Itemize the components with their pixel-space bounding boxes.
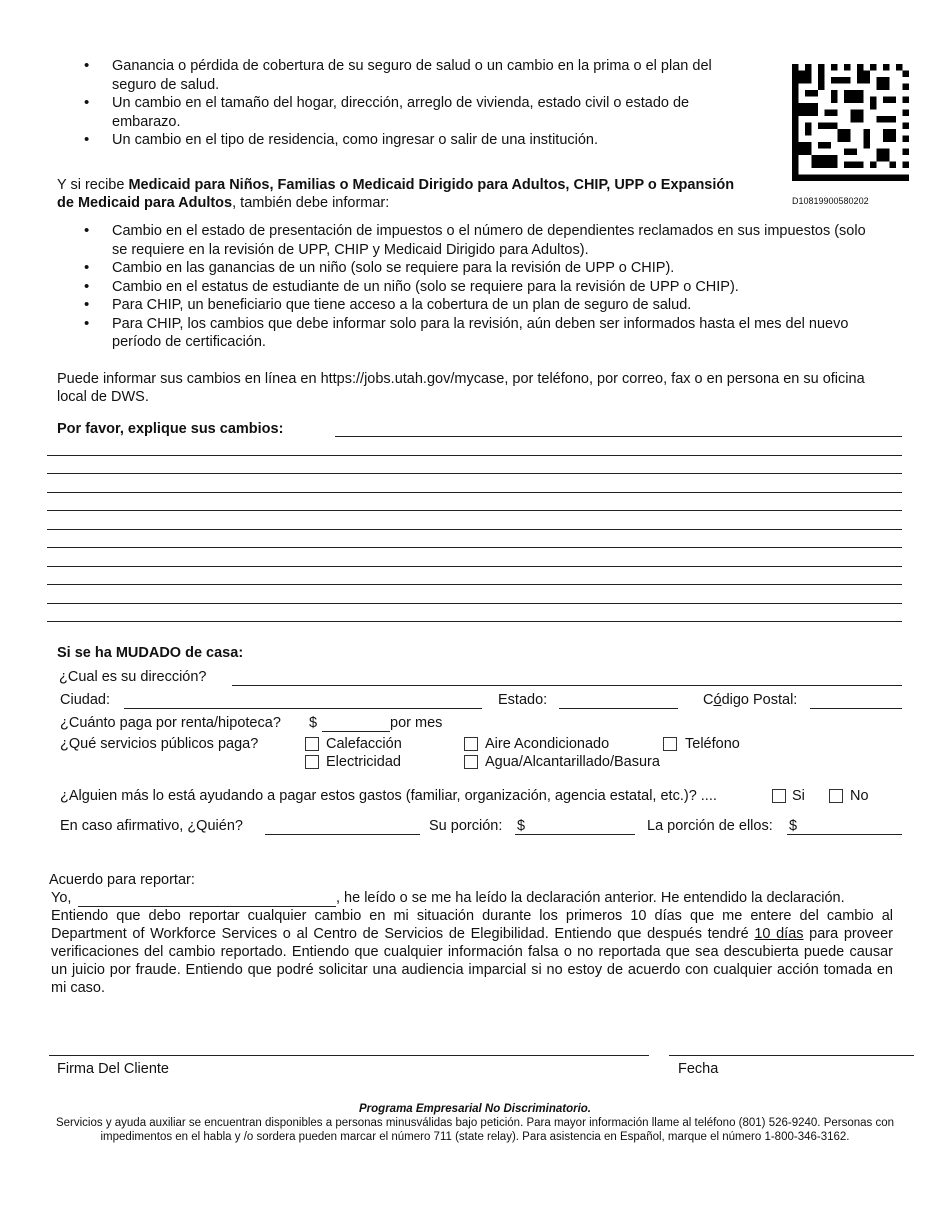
date-line[interactable] xyxy=(669,1055,914,1056)
medicaid-bullet-list xyxy=(84,222,874,352)
explain-line-9[interactable] xyxy=(47,584,902,585)
state-field[interactable] xyxy=(559,708,678,709)
explain-line-8[interactable] xyxy=(47,566,902,567)
list-item: • Para CHIP, los cambios que debe informar solo para la revisión, aún deben ser informados hasta el mes del nuevo período de certificación. xyxy=(84,315,874,352)
help-yes-checkbox[interactable] xyxy=(772,789,786,803)
moved-heading: Si se ha MUDADO de casa: xyxy=(57,645,244,661)
explain-line-3[interactable] xyxy=(47,473,902,474)
electricity-checkbox[interactable] xyxy=(305,755,319,769)
who-label: En caso afirmativo, ¿Quién? xyxy=(60,818,243,834)
medicaid-intro xyxy=(57,176,747,212)
list-item: • Un cambio en el tipo de residencia, como ingresar o salir de una institución. xyxy=(84,131,714,150)
explain-line-10[interactable] xyxy=(47,603,902,604)
datamatrix-barcode xyxy=(792,64,909,181)
who-field[interactable] xyxy=(265,834,420,835)
your-portion-currency: $ xyxy=(517,818,526,834)
zip-field[interactable] xyxy=(810,708,902,709)
rent-label: ¿Cuánto paga por renta/hipoteca? xyxy=(60,715,281,731)
explain-changes-label: Por favor, explique sus cambios: xyxy=(57,421,284,437)
utilities-label: ¿Qué servicios públicos paga? xyxy=(60,736,259,752)
ac-label: Aire Acondicionado xyxy=(485,736,610,752)
top-bullet-list xyxy=(84,57,714,150)
explain-line-1[interactable] xyxy=(335,436,902,437)
list-item: • Para CHIP, un beneficiario que tiene acceso a la cobertura de un plan de seguro de salud. xyxy=(84,296,874,315)
state-label: Estado: xyxy=(498,692,548,708)
city-label: Ciudad: xyxy=(60,692,110,708)
their-portion-currency: $ xyxy=(789,818,798,834)
zip-label-start: C xyxy=(703,692,714,708)
explain-line-4[interactable] xyxy=(47,492,902,493)
their-portion-field[interactable] xyxy=(787,834,902,835)
water-checkbox[interactable] xyxy=(464,755,478,769)
rent-amount-field[interactable] xyxy=(322,731,390,732)
address-field[interactable] xyxy=(232,685,902,686)
agreement-yo: Yo, xyxy=(51,890,72,906)
help-no-label: No xyxy=(850,788,869,804)
list-item: • Cambio en las ganancias de un niño (solo se requiere para la revisión de UPP o CHIP). xyxy=(84,259,874,278)
zip-label xyxy=(703,691,797,709)
barcode-id: D10819900580202 xyxy=(792,196,869,206)
footer-title: Programa Empresarial No Discriminatorio. xyxy=(359,1103,591,1115)
ac-checkbox[interactable] xyxy=(464,737,478,751)
list-item: • Cambio en el estatus de estudiante de un niño (solo se requiere para la revisión de UPP o CHIP). xyxy=(84,278,874,297)
water-label: Agua/Alcantarillado/Basura xyxy=(485,754,660,770)
explain-line-5[interactable] xyxy=(47,510,902,511)
agreement-body xyxy=(51,907,893,997)
your-portion-field[interactable] xyxy=(515,834,635,835)
their-portion-label: La porción de ellos: xyxy=(647,818,773,834)
city-field[interactable] xyxy=(124,708,482,709)
explain-line-7[interactable] xyxy=(47,547,902,548)
help-yes-label: Si xyxy=(792,788,805,804)
agreement-body-deadline: 10 días xyxy=(754,926,804,942)
your-portion-label: Su porción: xyxy=(429,818,503,834)
medicaid-intro-prefix: Y si recibe xyxy=(57,177,129,193)
phone-checkbox[interactable] xyxy=(663,737,677,751)
address-label: ¿Cual es su dirección? xyxy=(59,669,207,685)
zip-label-accent: ó xyxy=(713,692,722,708)
medicaid-intro-suffix: , también debe informar: xyxy=(232,195,390,211)
agreement-heading: Acuerdo para reportar: xyxy=(49,872,195,888)
rent-suffix: por mes xyxy=(390,715,443,731)
phone-label: Teléfono xyxy=(685,736,740,752)
rent-currency: $ xyxy=(309,715,318,731)
client-signature-line[interactable] xyxy=(49,1055,649,1056)
list-item: • Un cambio en el tamaño del hogar, dirección, arreglo de vivienda, estado civil o estado de embarazo. xyxy=(84,94,714,131)
list-item: • Cambio en el estado de presentación de impuestos o el número de dependientes reclamados en sus impuestos (solo se requiere en la revisión de UPP, CHIP y Medicaid Dirigido para Adultos). xyxy=(84,222,874,259)
explain-line-2[interactable] xyxy=(47,455,902,456)
explain-line-11[interactable] xyxy=(47,621,902,622)
help-no-checkbox[interactable] xyxy=(829,789,843,803)
report-online-text: Puede informar sus cambios en línea en https://jobs.utah.gov/mycase, por teléfono, por correo, fax o en persona en su oficina local de DWS. xyxy=(57,371,865,405)
list-item: • Ganancia o pérdida de cobertura de su seguro de salud o un cambio en la prima o el plan del seguro de salud. xyxy=(84,57,714,94)
agreement-line1: , he leído o se me ha leído la declaración anterior. He entendido la declaración. xyxy=(336,890,845,906)
help-question: ¿Alguien más lo está ayudando a pagar estos gastos (familiar, organización, agencia estatal, etc.)? .... xyxy=(60,788,717,804)
explain-line-6[interactable] xyxy=(47,529,902,530)
client-signature-label: Firma Del Cliente xyxy=(57,1061,169,1077)
agreement-body-end: para proveer verificaciones del cambio reportado. Entiendo que cualquier información falsa o no reportada que sea descubierta puede causar un juicio por fraude. Entiendo que podré solicitar una audiencia imparcial si no estoy de acuerdo con cualquier acción tomada en mi caso. xyxy=(51,926,893,996)
footer-text: Servicios y ayuda auxiliar se encuentran disponibles a personas minusválidas bajo petición. Para mayor información llame al teléfono (801) 526-9240. Personas con impedimentos en el habla y /o sordera pueden marcar el número 711 (state relay). Para asistencia en Español, marque el número 1-800-346-3162. xyxy=(55,1117,895,1143)
heating-checkbox[interactable] xyxy=(305,737,319,751)
date-label: Fecha xyxy=(678,1061,719,1077)
electricity-label: Electricidad xyxy=(326,754,401,770)
agreement-body-start: Entiendo que debo reportar cualquier cambio en mi situación durante los primeros 10 días que me entere del cambio al Department of Workforce Services o al Centro de Servicios de Elegibilidad. Entiendo que después tendré xyxy=(51,908,893,942)
heating-label: Calefacción xyxy=(326,736,402,752)
medicaid-intro-programs: Medicaid para Niños, Familias o Medicaid Dirigido para Adultos, CHIP, UPP o Expansión de Medicaid para Adultos xyxy=(57,177,735,211)
zip-label-end: digo Postal: xyxy=(721,692,798,708)
